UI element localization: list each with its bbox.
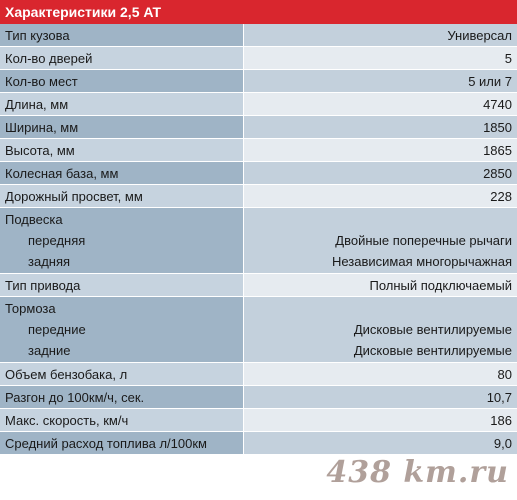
row-label: Тип кузова <box>5 28 70 43</box>
row-sublabel: передние <box>28 322 86 337</box>
table-row <box>0 363 517 386</box>
table-row <box>0 47 517 70</box>
row-value: 10,7 <box>486 390 512 405</box>
table-row <box>0 185 517 208</box>
row-value: 2850 <box>483 166 512 181</box>
row-value: Универсал <box>447 28 512 43</box>
row-value: 228 <box>490 189 512 204</box>
table-row <box>0 432 517 455</box>
table-row-suspension <box>0 208 517 274</box>
row-value: 9,0 <box>493 436 512 451</box>
row-value: 4740 <box>483 97 512 112</box>
table-row <box>0 386 517 409</box>
row-label: Средний расход топлива л/100км <box>5 436 207 451</box>
row-label: Длина, мм <box>5 97 69 112</box>
row-value: 1850 <box>483 120 512 135</box>
table-row-brakes <box>0 297 517 363</box>
table-title: Характеристики 2,5 AT <box>0 0 517 24</box>
row-label: Разгон до 100км/ч, сек. <box>5 390 145 405</box>
row-value: 1865 <box>483 143 512 158</box>
row-value: 5 или 7 <box>468 74 512 89</box>
row-label: Ширина, мм <box>5 120 79 135</box>
row-value: Дисковые вентилируемые <box>353 343 512 358</box>
table-row <box>0 139 517 162</box>
row-value: Полный подключаемый <box>369 278 512 293</box>
row-sublabel: задние <box>28 343 71 358</box>
table-row <box>0 162 517 185</box>
specs-table <box>0 24 517 455</box>
row-value: 5 <box>504 51 512 66</box>
row-label: Колесная база, мм <box>5 166 119 181</box>
table-row <box>0 24 517 47</box>
row-value: Дисковые вентилируемые <box>353 322 512 337</box>
table-row <box>0 409 517 432</box>
row-label: Тормоза <box>5 301 56 316</box>
row-value: Независимая многорычажная <box>331 254 512 269</box>
row-label: Дорожный просвет, мм <box>5 189 143 204</box>
row-label: Высота, мм <box>5 143 75 158</box>
table-row <box>0 116 517 139</box>
row-label: Кол-во мест <box>5 74 78 89</box>
table-row <box>0 93 517 116</box>
row-label: Подвеска <box>5 212 63 227</box>
table-row <box>0 70 517 93</box>
row-sublabel: передняя <box>28 233 86 248</box>
row-value: 80 <box>497 367 512 382</box>
row-label: Кол-во дверей <box>5 51 93 66</box>
row-label: Тип привода <box>5 278 81 293</box>
table-row <box>0 274 517 297</box>
site-watermark: 438 km.ru <box>326 455 509 490</box>
row-value: Двойные поперечные рычаги <box>335 233 512 248</box>
row-sublabel: задняя <box>28 254 71 269</box>
row-label: Объем бензобака, л <box>5 367 128 382</box>
row-value: 186 <box>490 413 512 428</box>
row-label: Макс. скорость, км/ч <box>5 413 129 428</box>
